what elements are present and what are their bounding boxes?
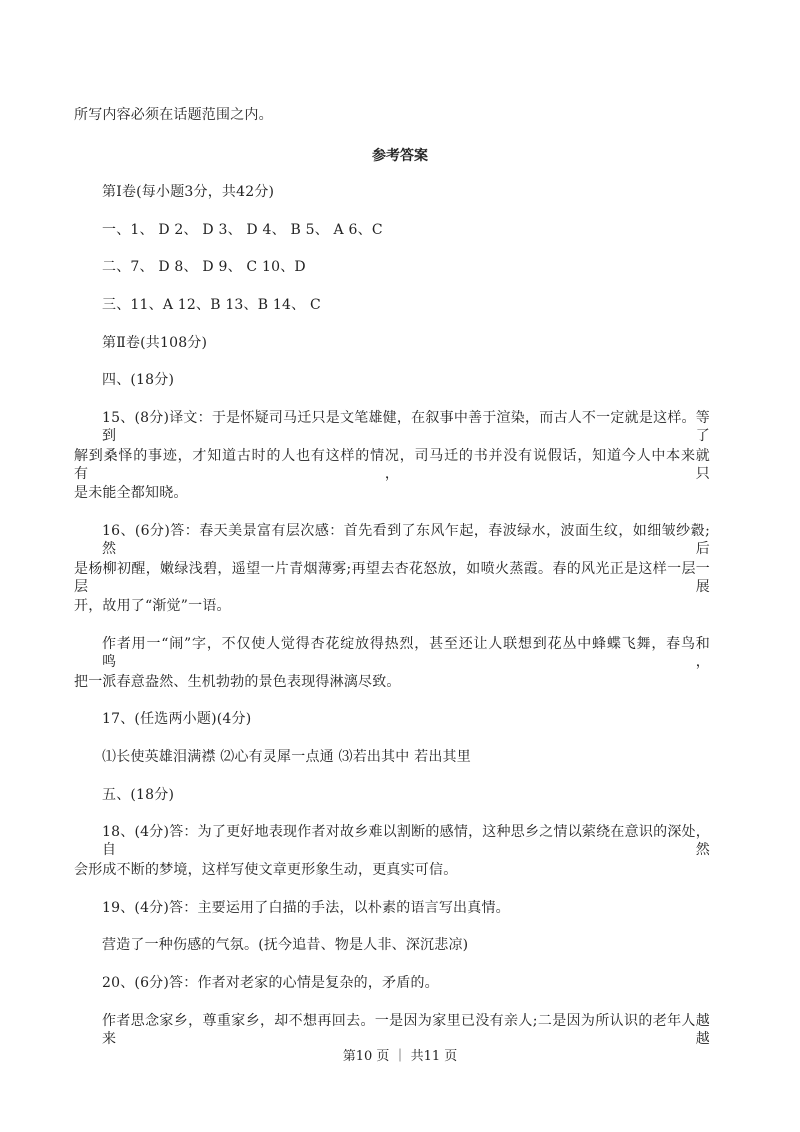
text-line-10: 是未能全都知晓。 xyxy=(74,485,188,501)
text-line-21: 19、(4分)答：主要运用了白描的手法，以朴素的语言写出真情。 xyxy=(102,900,510,916)
text-line-3: 一、1、 D 2、 D 3、 D 4、 B 5、 A 6、C xyxy=(102,222,383,238)
text-line-16: 17、(任选两小题)(4分) xyxy=(102,711,252,727)
text-line-5: 三、11、A 12、B 13、B 14、 C xyxy=(102,297,321,313)
text-line-6: 第Ⅱ卷(共108分) xyxy=(102,335,208,351)
text-line-20: 会形成不断的梦境，这样写使文章更形象生动，更真实可信。 xyxy=(74,862,458,878)
text-line-23: 20、(6分)答：作者对老家的心情是复杂的，矛盾的。 xyxy=(102,975,439,991)
text-line-13: 开，故用了“渐觉”一语。 xyxy=(74,598,231,614)
text-line-18: 五、(18分) xyxy=(102,787,175,803)
text-line-8: 15、(8分)译文：于是怀疑司马迁只是文笔雄健，在叙事中善于渲染，而古人不一定就是这样。等到了 xyxy=(102,410,710,444)
text-line-4: 二、7、 D 8、 D 9、 C 10、D xyxy=(102,259,306,275)
text-line-24: 作者思念家乡，尊重家乡，却不想再回去。一是因为家里已没有亲人;二是因为所认识的老年人越来越 xyxy=(102,1013,710,1047)
text-line-12: 是杨柳初醒，嫩绿浅碧，遥望一片青烟薄雾;再望去杏花怒放，如喷火蒸霞。春的风光正是这样一层一层展 xyxy=(74,561,710,595)
page-footer: 第10 页 ｜ 共11 页 xyxy=(342,1049,458,1064)
text-line-7: 四、(18分) xyxy=(102,372,175,388)
text-line-19: 18、(4分)答：为了更好地表现作者对故乡难以割断的感情，这种思乡之情以萦绕在意识的深处，自然 xyxy=(102,824,710,858)
section-title: 参考答案 xyxy=(372,148,428,164)
text-line-14: 作者用一“闹”字，不仅使人觉得杏花绽放得热烈，甚至还让人联想到花丛中蜂蝶飞舞，春鸟和鸣， xyxy=(102,636,710,670)
text-line-15: 把一派春意盎然、生机勃勃的景色表现得淋漓尽致。 xyxy=(74,674,401,690)
text-line-11: 16、(6分)答：春天美景富有层次感：首先看到了东风乍起，春波绿水，波面生纹，如细皱纱縠;然后 xyxy=(102,523,710,557)
text-line-9: 解到桑怿的事迹，才知道古时的人也有这样的情况，司马迁的书并没有说假话，知道今人中本来就有，只 xyxy=(74,448,710,482)
text-line-2: 第Ⅰ卷(每小题3分，共42分) xyxy=(102,184,275,200)
text-line-17: ⑴长使英雄泪满襟 ⑵心有灵犀一点通 ⑶若出其中 若出其里 xyxy=(102,749,471,765)
text-line-22: 营造了一种伤感的气氛。(抚今追昔、物是人非、深沉悲凉) xyxy=(102,937,469,953)
text-line-1: 所写内容必须在话题范围之内。 xyxy=(74,107,273,123)
